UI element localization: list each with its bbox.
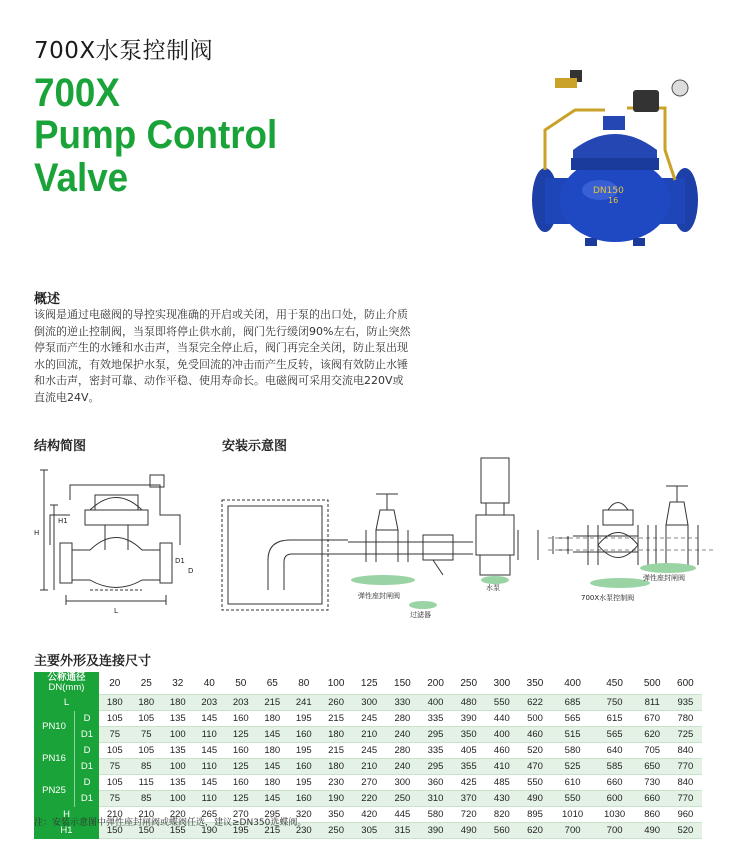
table-cell: 180: [162, 695, 194, 711]
header-dn-cell: 20: [99, 672, 131, 695]
table-cell: 350: [320, 807, 353, 823]
table-cell: 75: [99, 759, 131, 775]
table-cell: 860: [636, 807, 669, 823]
header-dn-cell: 40: [194, 672, 226, 695]
table-cell: 720: [452, 807, 485, 823]
table-cell: 490: [636, 823, 669, 839]
table-cell: 215: [320, 711, 353, 727]
table-cell: 270: [353, 775, 386, 791]
table-cell: 230: [288, 823, 320, 839]
table-cell: 725: [669, 727, 702, 743]
footnote: 注：安装示意图中弹性座封闸阀或蝶阀任选，建议≥DN350选蝶阀。: [34, 818, 307, 828]
table-cell: 335: [419, 743, 452, 759]
valve-bonnet: [573, 134, 657, 162]
solenoid-valve: [633, 90, 659, 112]
title-english-line1: 700X: [34, 71, 120, 115]
title-english-line3: Valve: [34, 156, 129, 200]
table-cell: 100: [162, 759, 194, 775]
table-cell: 840: [669, 743, 702, 759]
table-cell: 445: [386, 807, 419, 823]
label-H1: H1: [58, 517, 68, 525]
header-dn-cell: 300: [485, 672, 518, 695]
table-cell: 110: [194, 791, 226, 807]
table-cell: 550: [552, 791, 594, 807]
table-cell: 135: [162, 775, 194, 791]
table-cell: 410: [485, 759, 518, 775]
row-sub-label: D: [75, 743, 100, 759]
table-cell: 750: [594, 695, 636, 711]
row-sub-label: D: [75, 711, 100, 727]
structure-diagram: [30, 455, 200, 620]
table-cell: 730: [636, 775, 669, 791]
dims-heading: 主要外形及连接尺寸: [34, 654, 152, 669]
header-dn-cell: 25: [131, 672, 163, 695]
table-cell: 195: [288, 743, 320, 759]
table-cell: 1030: [594, 807, 636, 823]
table-cell: 515: [552, 727, 594, 743]
table-row: [34, 775, 702, 791]
header-unit: DN(mm): [48, 682, 85, 694]
table-cell: 305: [353, 823, 386, 839]
table-cell: 295: [257, 807, 289, 823]
row-sub-label: D: [75, 775, 100, 791]
header-dn-cell: 200: [419, 672, 452, 695]
table-cell: 115: [131, 775, 163, 791]
install-heading: 安装示意图: [222, 439, 288, 454]
table-cell: 565: [594, 727, 636, 743]
table-cell: 811: [636, 695, 669, 711]
table-cell: 125: [225, 727, 257, 743]
table-cell: 145: [194, 743, 226, 759]
table-cell: 660: [594, 775, 636, 791]
table-cell: 75: [99, 791, 131, 807]
structure-heading: 结构简图: [34, 439, 87, 454]
table-cell: 105: [131, 711, 163, 727]
table-cell: 350: [452, 727, 485, 743]
table-cell: 370: [452, 791, 485, 807]
table-cell: 85: [131, 759, 163, 775]
table-cell: 620: [636, 727, 669, 743]
table-cell: 520: [518, 743, 551, 759]
row-sub-label: D1: [75, 727, 100, 743]
table-cell: 110: [194, 759, 226, 775]
table-cell: 203: [225, 695, 257, 711]
table-cell: 215: [257, 823, 289, 839]
table-cell: 210: [353, 759, 386, 775]
table-cell: 405: [452, 743, 485, 759]
table-cell: 295: [419, 727, 452, 743]
label-pump: 水泵: [486, 584, 500, 592]
header-dn-cell: 250: [452, 672, 485, 695]
table-cell: 440: [485, 711, 518, 727]
table-cell: 155: [162, 823, 194, 839]
table-header-row: [34, 672, 702, 695]
table-cell: 640: [594, 743, 636, 759]
table-cell: 770: [669, 759, 702, 775]
table-cell: 560: [485, 823, 518, 839]
table-cell: 670: [636, 711, 669, 727]
pressure-gauge: [672, 80, 688, 96]
table-cell: 160: [288, 727, 320, 743]
table-cell: 600: [594, 791, 636, 807]
row-label: H: [34, 807, 99, 823]
label-D: D: [188, 567, 194, 575]
label-H: H: [34, 529, 40, 537]
table-cell: 390: [452, 711, 485, 727]
table-cell: 110: [194, 727, 226, 743]
table-cell: 220: [162, 807, 194, 823]
table-cell: 180: [99, 695, 131, 711]
table-cell: 160: [288, 759, 320, 775]
table-cell: 550: [518, 775, 551, 791]
table-row: [34, 759, 702, 775]
table-cell: 180: [320, 759, 353, 775]
table-cell: 485: [485, 775, 518, 791]
table-cell: 240: [386, 727, 419, 743]
table-cell: 145: [257, 791, 289, 807]
table-cell: 700: [552, 823, 594, 839]
table-cell: 203: [194, 695, 226, 711]
row-sub-label: D1: [75, 759, 100, 775]
table-cell: 500: [518, 711, 551, 727]
table-cell: 895: [518, 807, 551, 823]
table-cell: 650: [636, 759, 669, 775]
overview-text: 该阀是通过电磁阀的导控实现准确的开启或关闭，用于泵的出口处，防止介质倒流的逆止控制阀，当泵即将停止供水前，阀门先行缓闭90%左右，防止突然停泵而产生的水锤和水击声，当泵完全停止后，阀门再完全关闭，防止泵出现水的回流，有效地保护水泵，免受回流的冲击而产生反转，该阀有效防止水锤和水击声，密封可靠、动作平稳、使用寿命长。电磁阀可采用交流电220V或直流电24V。: [34, 308, 411, 404]
header-dn-cell: 65: [257, 672, 289, 695]
table-cell: 105: [99, 743, 131, 759]
table-row: [34, 743, 702, 759]
dimensions-table: [34, 672, 702, 839]
table-cell: 580: [419, 807, 452, 823]
table-cell: 210: [99, 807, 131, 823]
table-row: [34, 727, 702, 743]
header-nominal-diameter: [34, 672, 99, 695]
table-cell: 180: [257, 775, 289, 791]
label-control-valve: 700X水泵控制阀: [581, 594, 635, 602]
table-cell: 550: [485, 695, 518, 711]
table-cell: 580: [552, 743, 594, 759]
table-cell: 300: [353, 695, 386, 711]
table-cell: 960: [669, 807, 702, 823]
header-label: 公称通径: [47, 672, 86, 684]
table-cell: 230: [320, 775, 353, 791]
table-cell: 565: [552, 711, 594, 727]
table-cell: 150: [99, 823, 131, 839]
header-dn-cell: 150: [386, 672, 419, 695]
table-cell: 460: [518, 727, 551, 743]
table-cell: 585: [594, 759, 636, 775]
table-cell: 215: [320, 743, 353, 759]
table-cell: 390: [419, 823, 452, 839]
table-cell: 190: [194, 823, 226, 839]
table-cell: 265: [194, 807, 226, 823]
table-cell: 705: [636, 743, 669, 759]
table-cell: 210: [131, 807, 163, 823]
title-english-line2: Pump Control: [34, 113, 278, 157]
table-cell: 250: [386, 791, 419, 807]
table-cell: 315: [386, 823, 419, 839]
table-cell: 820: [485, 807, 518, 823]
table-cell: 180: [257, 711, 289, 727]
table-cell: 270: [225, 807, 257, 823]
table-cell: 520: [669, 823, 702, 839]
table-cell: 700: [594, 823, 636, 839]
table-cell: 490: [518, 791, 551, 807]
table-cell: 260: [320, 695, 353, 711]
label-gate-valve-1: 弹性座封闸阀: [358, 592, 400, 600]
table-cell: 241: [288, 695, 320, 711]
header-dn-cell: 400: [552, 672, 594, 695]
table-cell: 145: [257, 727, 289, 743]
table-cell: 75: [131, 727, 163, 743]
table-cell: 105: [99, 711, 131, 727]
table-cell: 125: [225, 791, 257, 807]
table-cell: 160: [288, 791, 320, 807]
table-cell: 490: [452, 823, 485, 839]
table-cell: 145: [257, 759, 289, 775]
table-cell: 460: [485, 743, 518, 759]
table-cell: 610: [552, 775, 594, 791]
installation-diagram: [218, 450, 713, 625]
table-cell: 100: [162, 727, 194, 743]
table-cell: 935: [669, 695, 702, 711]
table-cell: 145: [194, 775, 226, 791]
table-cell: 250: [320, 823, 353, 839]
nameplate-dn: DN150: [593, 186, 624, 196]
table-cell: 780: [669, 711, 702, 727]
header-dn-cell: 50: [225, 672, 257, 695]
table-cell: 430: [485, 791, 518, 807]
table-cell: 85: [131, 791, 163, 807]
table-cell: 330: [386, 695, 419, 711]
row-group-label: PN10: [34, 711, 75, 743]
table-cell: 685: [552, 695, 594, 711]
title-chinese: 700X水泵控制阀: [34, 38, 214, 64]
table-cell: 215: [257, 695, 289, 711]
table-cell: 240: [386, 759, 419, 775]
table-cell: 190: [320, 791, 353, 807]
row-group-label: PN16: [34, 743, 75, 775]
table-cell: 125: [225, 759, 257, 775]
table-cell: 245: [353, 743, 386, 759]
table-cell: 480: [452, 695, 485, 711]
row-label: L: [34, 695, 99, 711]
table-cell: 400: [485, 727, 518, 743]
table-cell: 210: [353, 727, 386, 743]
product-photo: [515, 50, 710, 250]
table-cell: 195: [288, 775, 320, 791]
nameplate-pressure: 16: [608, 196, 619, 205]
table-cell: 335: [419, 711, 452, 727]
table-cell: 105: [131, 743, 163, 759]
table-cell: 320: [288, 807, 320, 823]
table-cell: 622: [518, 695, 551, 711]
table-cell: 660: [636, 791, 669, 807]
label-L: L: [114, 607, 118, 615]
table-cell: 840: [669, 775, 702, 791]
table-row: [34, 711, 702, 727]
table-cell: 300: [386, 775, 419, 791]
header-dn-cell: 500: [636, 672, 669, 695]
label-D1: D1: [175, 557, 185, 565]
table-cell: 280: [386, 743, 419, 759]
header-dn-cell: 125: [353, 672, 386, 695]
table-cell: 180: [320, 727, 353, 743]
table-cell: 75: [99, 727, 131, 743]
header-dn-cell: 80: [288, 672, 320, 695]
row-group-label: PN25: [34, 775, 75, 807]
table-cell: 100: [162, 791, 194, 807]
table-cell: 160: [225, 743, 257, 759]
table-row: [34, 791, 702, 807]
table-cell: 770: [669, 791, 702, 807]
label-gate-valve-2: 弹性座封闸阀: [643, 574, 685, 582]
table-cell: 195: [288, 711, 320, 727]
table-cell: 470: [518, 759, 551, 775]
table-cell: 180: [257, 743, 289, 759]
overview-heading: 概述: [34, 292, 61, 307]
header-dn-cell: 100: [320, 672, 353, 695]
table-cell: 105: [99, 775, 131, 791]
table-cell: 180: [131, 695, 163, 711]
table-row: [34, 695, 702, 711]
table-cell: 150: [131, 823, 163, 839]
table-cell: 195: [225, 823, 257, 839]
header-dn-cell: 32: [162, 672, 194, 695]
table-cell: 360: [419, 775, 452, 791]
table-cell: 400: [419, 695, 452, 711]
table-cell: 160: [225, 775, 257, 791]
table-cell: 280: [386, 711, 419, 727]
table-cell: 425: [452, 775, 485, 791]
header-dn-cell: 600: [669, 672, 702, 695]
table-cell: 135: [162, 743, 194, 759]
table-cell: 295: [419, 759, 452, 775]
header-dn-cell: 350: [518, 672, 551, 695]
table-cell: 1010: [552, 807, 594, 823]
table-cell: 310: [419, 791, 452, 807]
header-dn-cell: 450: [594, 672, 636, 695]
table-cell: 245: [353, 711, 386, 727]
table-cell: 525: [552, 759, 594, 775]
row-sub-label: D1: [75, 791, 100, 807]
table-cell: 620: [518, 823, 551, 839]
row-label: H1: [34, 823, 99, 839]
table-cell: 220: [353, 791, 386, 807]
table-cell: 135: [162, 711, 194, 727]
table-cell: 615: [594, 711, 636, 727]
label-strainer: 过滤器: [410, 611, 431, 619]
table-cell: 145: [194, 711, 226, 727]
table-cell: 420: [353, 807, 386, 823]
table-cell: 355: [452, 759, 485, 775]
table-cell: 160: [225, 711, 257, 727]
